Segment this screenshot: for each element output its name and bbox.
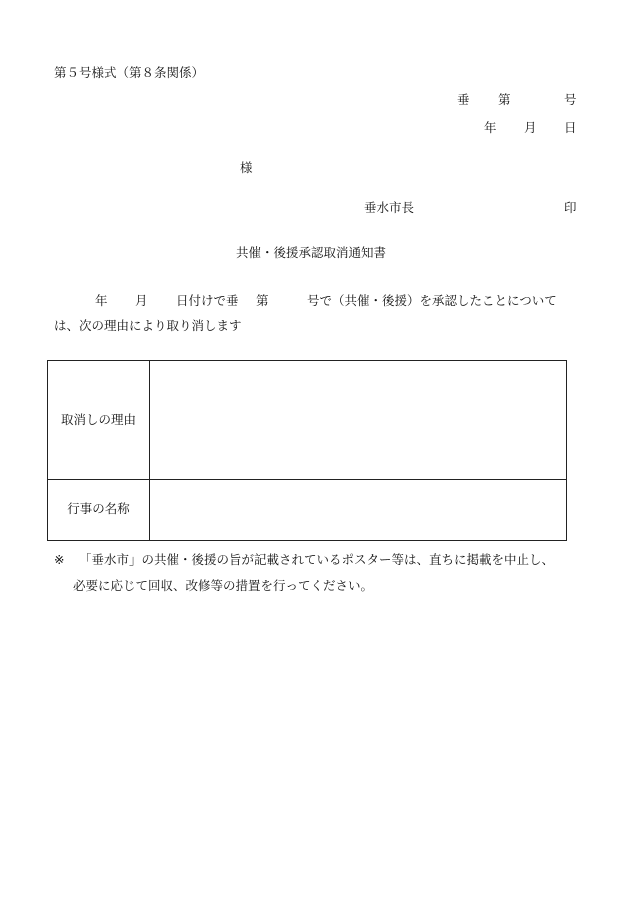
body-line2: は、次の理由により取り消します <box>54 318 242 333</box>
body-dai: 第 <box>256 293 269 308</box>
table-column-divider <box>149 361 150 540</box>
row-label-event-name: 行事の名称 <box>67 501 130 516</box>
details-table <box>47 360 567 541</box>
doc-number-prefix: 垂 <box>457 92 470 107</box>
date-month: 月 <box>524 120 537 135</box>
table-row-divider <box>48 479 566 480</box>
body-dated: 日付けで垂 <box>176 293 239 308</box>
issuer-name: 垂水市長 <box>364 200 415 215</box>
doc-number-dai: 第 <box>498 92 511 107</box>
form-number: 第５号様式（第８条関係） <box>54 65 205 80</box>
seal-mark: 印 <box>564 200 577 215</box>
body-rest: 号で（共催・後援）を承認したことについて <box>307 293 557 308</box>
row-label-reason: 取消しの理由 <box>60 412 136 427</box>
body-year: 年 <box>95 293 108 308</box>
document-title: 共催・後援承認取消通知書 <box>236 245 387 260</box>
note-mark: ※ <box>54 552 65 567</box>
body-month: 月 <box>135 293 148 308</box>
note-line1: 「垂水市」の共催・後援の旨が記載されているポスター等は、直ちに掲載を中止し、 <box>79 552 555 567</box>
doc-number-go: 号 <box>564 92 577 107</box>
addressee-suffix: 様 <box>240 160 253 175</box>
note-line2: 必要に応じて回収、改修等の措置を行ってください。 <box>73 578 374 593</box>
date-year: 年 <box>484 120 497 135</box>
date-day: 日 <box>564 120 577 135</box>
